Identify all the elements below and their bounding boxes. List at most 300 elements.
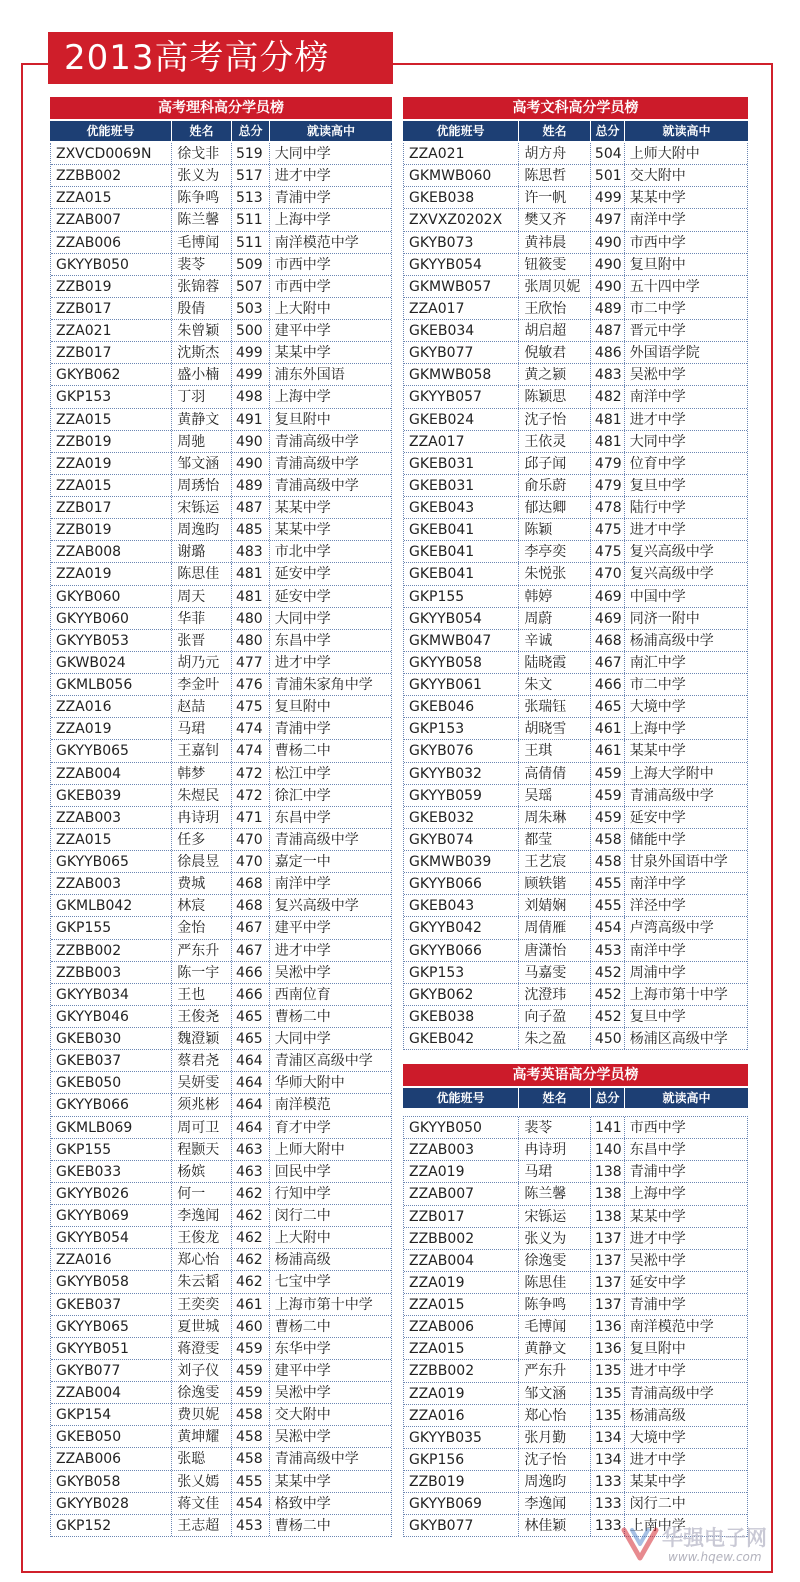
cell-class-id: GKEB039: [51, 785, 172, 806]
cell-class-id: GKYB062: [404, 984, 519, 1005]
cell-name: 韩婷: [519, 586, 591, 607]
cell-name: 张周贝妮: [519, 276, 591, 297]
cell-class-id: GKYB060: [51, 586, 172, 607]
cell-class-id: ZZA021: [404, 143, 519, 164]
cell-score: 134: [591, 1427, 625, 1448]
table-row: [404, 1228, 747, 1250]
cell-school: 青浦中学: [274, 721, 331, 738]
cell-score: 467: [232, 940, 270, 961]
cell-score: 499: [591, 187, 625, 208]
cell-name: 沈斯杰: [172, 342, 232, 363]
table-row: [51, 1493, 391, 1515]
cell-score: 507: [232, 276, 270, 297]
cell-name: 胡方舟: [519, 143, 591, 164]
table-row: [404, 763, 747, 785]
cell-school: 南洋模范中学: [629, 1319, 714, 1336]
cell-class-id: GKYYB059: [404, 785, 519, 806]
cell-score: 453: [591, 940, 625, 961]
cell-class-id: ZZBB002: [404, 1360, 519, 1381]
cell-school: 大同中学: [274, 610, 331, 627]
page-title: 2013高考高分榜: [48, 32, 393, 84]
cell-school: 上海中学: [629, 1186, 686, 1203]
cell-class-id: GKYYB065: [51, 740, 172, 761]
col-name: 姓名: [519, 1088, 591, 1108]
cell-score: 474: [232, 718, 270, 739]
table-row: [404, 652, 747, 674]
cell-school: 曹杨二中: [274, 1008, 331, 1025]
cell-school: 中国中学: [629, 588, 686, 605]
cell-school: 复旦中学: [629, 1008, 686, 1025]
cell-score: 480: [232, 630, 270, 651]
table-row: [51, 630, 391, 652]
table-row: [51, 785, 391, 807]
table-row: [404, 1006, 747, 1028]
cell-name: 刘子仪: [172, 1360, 232, 1381]
cell-name: 冉诗玥: [172, 807, 232, 828]
cell-school: 南洋中学: [629, 212, 686, 229]
cell-school: 外国语学院: [629, 345, 700, 362]
cell-score: 459: [591, 807, 625, 828]
cell-class-id: GKYYB066: [404, 940, 519, 961]
table-row: [404, 785, 747, 807]
table-row: [404, 187, 747, 209]
cell-score: 450: [591, 1028, 625, 1049]
table-row: [51, 1139, 391, 1161]
cell-score: 503: [232, 298, 270, 319]
table-row: [404, 1117, 747, 1139]
cell-class-id: GKYYB065: [51, 851, 172, 872]
cell-name: 陈思哲: [519, 165, 591, 186]
cell-class-id: GKEB041: [404, 541, 519, 562]
cell-score: 136: [591, 1338, 625, 1359]
table-row: [51, 1161, 391, 1183]
table-row: [51, 519, 391, 541]
cell-name: 钮筱雯: [519, 254, 591, 275]
cell-score: 511: [232, 209, 270, 230]
cell-score: 135: [591, 1405, 625, 1426]
cell-name: 裴苓: [172, 254, 232, 275]
cell-class-id: GKYYB032: [404, 763, 519, 784]
cell-name: 须兆彬: [172, 1094, 232, 1115]
table-row: [51, 320, 391, 342]
cell-score: 467: [232, 917, 270, 938]
cell-class-id: ZZAB004: [404, 1250, 519, 1271]
cell-name: 邹文涵: [519, 1383, 591, 1404]
table-row: [404, 940, 747, 962]
cell-school: 周浦中学: [629, 964, 686, 981]
cell-score: 476: [232, 674, 270, 695]
cell-name: 周倩雁: [519, 917, 591, 938]
cell-score: 470: [591, 563, 625, 584]
cell-score: 453: [232, 1515, 270, 1536]
cell-class-id: GKMWB047: [404, 630, 519, 651]
table-row: [51, 364, 391, 386]
cell-name: 蒋澄雯: [172, 1338, 232, 1359]
cell-score: 137: [591, 1272, 625, 1293]
cell-class-id: ZZA015: [404, 1294, 519, 1315]
cell-school: 上师大附中: [274, 1141, 345, 1158]
cell-name: 马珺: [519, 1161, 591, 1182]
cell-school: 吴淞中学: [274, 1429, 331, 1446]
cell-school: 上大附中: [274, 300, 331, 317]
cell-name: 高倩倩: [519, 763, 591, 784]
cell-name: 徐晨昱: [172, 851, 232, 872]
cell-name: 华菲: [172, 608, 232, 629]
cell-school: 市北中学: [274, 544, 331, 561]
cell-class-id: GKYB058: [51, 1471, 172, 1492]
cell-name: 陈思佳: [172, 563, 232, 584]
cell-score: 472: [232, 763, 270, 784]
cell-school: 青浦中学: [629, 1164, 686, 1181]
cell-score: 133: [591, 1493, 625, 1514]
table-row: [51, 409, 391, 431]
table-row: [404, 807, 747, 829]
cell-class-id: GKEB024: [404, 409, 519, 430]
cell-school: 华师大附中: [274, 1075, 345, 1092]
table-row: [51, 386, 391, 408]
cell-score: 463: [232, 1161, 270, 1182]
cell-score: 138: [591, 1183, 625, 1204]
cell-class-id: GKYB074: [404, 829, 519, 850]
cell-name: 朱曾颖: [172, 320, 232, 341]
cell-class-id: ZZB019: [51, 276, 172, 297]
cell-class-id: ZZB017: [51, 497, 172, 518]
cell-score: 464: [232, 1072, 270, 1093]
cell-score: 517: [232, 165, 270, 186]
cell-class-id: ZXVCD0069N: [51, 143, 172, 164]
table-row: [51, 608, 391, 630]
col-class-id: 优能班号: [50, 121, 172, 141]
cell-score: 475: [591, 541, 625, 562]
table-row: [51, 431, 391, 453]
cell-name: 冉诗玥: [519, 1139, 591, 1160]
cell-school: 闵行二中: [629, 1496, 686, 1513]
cell-score: 490: [232, 453, 270, 474]
table-row: [404, 829, 747, 851]
table-row: [404, 1272, 747, 1294]
cell-school: 松江中学: [274, 765, 331, 782]
cell-score: 497: [591, 209, 625, 230]
cell-score: 135: [591, 1360, 625, 1381]
cell-school: 行知中学: [274, 1185, 331, 1202]
cell-name: 倪敏君: [519, 342, 591, 363]
cell-school: 某某中学: [274, 1473, 331, 1490]
table-row: [404, 165, 747, 187]
table-row: [404, 851, 747, 873]
table-row: [404, 143, 747, 165]
cell-class-id: ZZA019: [404, 1161, 519, 1182]
cell-name: 辛诚: [519, 630, 591, 651]
cell-class-id: GKYB073: [404, 232, 519, 253]
cell-class-id: GKYYB053: [51, 630, 172, 651]
cell-school: 东昌中学: [274, 809, 331, 826]
cell-name: 李亭奕: [519, 541, 591, 562]
cell-score: 459: [591, 785, 625, 806]
cell-class-id: GKYYB066: [404, 873, 519, 894]
cell-name: 吴妍雯: [172, 1072, 232, 1093]
cell-class-id: GKYYB061: [404, 674, 519, 695]
cell-score: 136: [591, 1316, 625, 1337]
cell-school: 大同中学: [274, 1031, 331, 1047]
table-row: [51, 895, 391, 917]
cell-class-id: GKWB024: [51, 652, 172, 673]
cell-class-id: GKP153: [51, 386, 172, 407]
cell-score: 481: [591, 431, 625, 452]
cell-class-id: ZZBB002: [51, 165, 172, 186]
cell-score: 511: [232, 232, 270, 253]
table-row: [51, 1382, 391, 1404]
cell-name: 胡乃元: [172, 652, 232, 673]
table-row: [404, 1206, 747, 1228]
cell-class-id: GKEB038: [404, 187, 519, 208]
col-score: 总分: [591, 1088, 625, 1108]
table-row: [404, 1338, 747, 1360]
cell-score: 462: [232, 1205, 270, 1226]
cell-school: 上海中学: [629, 721, 686, 738]
cell-score: 519: [232, 143, 270, 164]
cell-name: 王嘉钊: [172, 740, 232, 761]
cell-name: 朱云韬: [172, 1271, 232, 1292]
table-row: [404, 1427, 747, 1449]
cell-score: 481: [591, 409, 625, 430]
cell-score: 475: [232, 696, 270, 717]
table-row: [404, 1183, 747, 1205]
table-row: [51, 674, 391, 696]
cell-class-id: GKEB038: [404, 1006, 519, 1027]
cell-name: 马嘉雯: [519, 962, 591, 983]
cell-score: 489: [232, 475, 270, 496]
cell-name: 胡晓雪: [519, 718, 591, 739]
cell-school: 进才中学: [629, 1451, 686, 1468]
cell-school: 大同中学: [274, 146, 331, 162]
cell-class-id: GKEB031: [404, 453, 519, 474]
cell-name: 朱之盈: [519, 1028, 591, 1049]
cell-score: 455: [591, 873, 625, 894]
table-row: [51, 1294, 391, 1316]
cell-school: 洋泾中学: [629, 898, 686, 915]
cell-class-id: GKYYB050: [51, 254, 172, 275]
cell-score: 452: [591, 984, 625, 1005]
cell-name: 王艺宸: [519, 851, 591, 872]
cell-score: 468: [232, 873, 270, 894]
arts-heading: 高考文科高分学员榜: [403, 97, 748, 119]
cell-score: 137: [591, 1228, 625, 1249]
cell-class-id: ZZAB003: [51, 807, 172, 828]
cell-school: 位育中学: [629, 455, 686, 472]
cell-name: 蒋文佳: [172, 1493, 232, 1514]
table-row: [404, 497, 747, 519]
table-row: [51, 342, 391, 364]
cell-score: 464: [232, 1117, 270, 1138]
table-row: [404, 1383, 747, 1405]
table-row: [51, 1404, 391, 1426]
cell-name: 沈澄玮: [519, 984, 591, 1005]
table-row: [51, 475, 391, 497]
cell-school: 复旦附中: [274, 411, 331, 428]
cell-class-id: ZZA019: [404, 1383, 519, 1404]
table-row: [51, 1338, 391, 1360]
cell-name: 李逸闻: [519, 1493, 591, 1514]
cell-score: 480: [232, 608, 270, 629]
cell-school: 大境中学: [629, 699, 686, 716]
cell-school: 曹杨二中: [274, 743, 331, 760]
cell-score: 472: [232, 785, 270, 806]
table-row: [404, 276, 747, 298]
cell-class-id: GKEB037: [51, 1050, 172, 1071]
cell-score: 509: [232, 254, 270, 275]
cell-class-id: GKMWB058: [404, 364, 519, 385]
watermark-text: 华强电子网: [662, 1526, 767, 1550]
cell-school: 延安中学: [274, 566, 331, 583]
cell-class-id: ZZBB002: [404, 1228, 519, 1249]
cell-name: 徐逸雯: [172, 1382, 232, 1403]
cell-school: 交大附中: [629, 168, 686, 185]
cell-name: 张义为: [172, 165, 232, 186]
cell-score: 500: [232, 320, 270, 341]
cell-name: 陈争鸣: [172, 187, 232, 208]
col-class-id: 优能班号: [403, 1088, 519, 1108]
science-heading: 高考理科高分学员榜: [50, 97, 392, 119]
cell-class-id: GKYYB035: [404, 1427, 519, 1448]
cell-school: 进才中学: [629, 411, 686, 428]
cell-school: 上南中学: [629, 1518, 686, 1535]
table-row: [51, 851, 391, 873]
cell-class-id: GKP155: [51, 1139, 172, 1160]
table-row: [51, 1426, 391, 1448]
table-row: [404, 1449, 747, 1471]
table-row: [51, 1515, 391, 1537]
table-row: [404, 1515, 747, 1537]
table-row: [404, 563, 747, 585]
cell-name: 费贝妮: [172, 1404, 232, 1425]
cell-school: 青浦区高级中学: [274, 1053, 373, 1070]
cell-name: 胡启超: [519, 320, 591, 341]
table-row: [51, 1271, 391, 1293]
science-rows: [50, 143, 392, 1537]
cell-class-id: ZZA015: [51, 187, 172, 208]
cell-school: 延安中学: [629, 1274, 686, 1291]
cell-class-id: GKEB042: [404, 1028, 519, 1049]
cell-school: 晋元中学: [629, 323, 686, 339]
cell-school: 东昌中学: [629, 1142, 686, 1159]
cell-school: 上大附中: [274, 1230, 331, 1247]
cell-school: 青浦中学: [629, 1297, 686, 1313]
cell-score: 479: [591, 453, 625, 474]
cell-name: 陈一宇: [172, 962, 232, 983]
cell-school: 某某中学: [274, 345, 331, 362]
cell-name: 都莹: [519, 829, 591, 850]
cell-name: 夏世城: [172, 1316, 232, 1337]
cell-name: 王俊尧: [172, 1006, 232, 1027]
table-row: [404, 254, 747, 276]
table-row: [51, 586, 391, 608]
cell-class-id: GKEB046: [404, 696, 519, 717]
cell-name: 周琇怡: [172, 475, 232, 496]
table-row: [51, 1448, 391, 1470]
cell-class-id: GKP154: [51, 1404, 172, 1425]
col-school: 就读高中: [662, 124, 711, 138]
table-row: [51, 298, 391, 320]
cell-school: 某某中学: [629, 1208, 686, 1225]
cell-score: 135: [591, 1383, 625, 1404]
cell-score: 458: [232, 1448, 270, 1469]
cell-school: 徐汇中学: [274, 787, 331, 804]
cell-school: 延安中学: [274, 588, 331, 605]
cell-score: 460: [232, 1316, 270, 1337]
cell-school: 上海中学: [274, 389, 331, 406]
cell-name: 张乂嫣: [172, 1471, 232, 1492]
cell-school: 复兴高级中学: [629, 544, 714, 561]
cell-school: 市西中学: [629, 1120, 686, 1136]
cell-score: 483: [232, 541, 270, 562]
cell-score: 137: [591, 1250, 625, 1271]
cell-score: 478: [591, 497, 625, 518]
cell-class-id: GKP155: [404, 586, 519, 607]
cell-class-id: GKP156: [404, 1449, 519, 1470]
cell-score: 454: [232, 1493, 270, 1514]
cell-school: 市西中学: [629, 234, 686, 251]
cell-name: 黄祎晨: [519, 232, 591, 253]
cell-name: 周朱琳: [519, 807, 591, 828]
cell-class-id: ZZA019: [51, 718, 172, 739]
table-row: [404, 740, 747, 762]
table-row: [51, 1227, 391, 1249]
table-row: [51, 740, 391, 762]
cell-class-id: GKYB062: [51, 364, 172, 385]
cell-name: 徐逸雯: [519, 1250, 591, 1271]
cell-class-id: GKP155: [51, 917, 172, 938]
cell-class-id: GKEB037: [51, 1294, 172, 1315]
cell-class-id: GKEB043: [404, 895, 519, 916]
cell-name: 陆晓霞: [519, 652, 591, 673]
cell-name: 张聪: [172, 1448, 232, 1469]
cell-score: 499: [232, 342, 270, 363]
cell-school: 上海大学附中: [629, 765, 714, 782]
cell-name: 严东升: [172, 940, 232, 961]
cell-school: 市西中学: [274, 278, 331, 295]
cell-class-id: ZZA016: [51, 696, 172, 717]
cell-score: 479: [591, 475, 625, 496]
cell-score: 498: [232, 386, 270, 407]
table-row: [404, 586, 747, 608]
table-row: [51, 1316, 391, 1338]
cell-school: 延安中学: [629, 809, 686, 826]
cell-score: 466: [232, 962, 270, 983]
cell-score: 481: [232, 563, 270, 584]
cell-class-id: GKYB077: [51, 1360, 172, 1381]
cell-name: 郑心怡: [172, 1249, 232, 1270]
cell-school: 七宝中学: [274, 1274, 331, 1291]
cell-class-id: GKP152: [51, 1515, 172, 1536]
table-row: [51, 1117, 391, 1139]
col-score: 总分: [232, 121, 270, 141]
cell-name: 周蔚: [519, 608, 591, 629]
table-row: [51, 1205, 391, 1227]
cell-school: 卢湾高级中学: [629, 920, 714, 937]
cell-school: 南洋中学: [629, 876, 686, 893]
cell-score: 140: [591, 1139, 625, 1160]
cell-score: 487: [591, 320, 625, 341]
cell-class-id: GKYYB028: [51, 1493, 172, 1514]
table-row: [404, 1028, 747, 1050]
cell-name: 陈颖思: [519, 386, 591, 407]
cell-score: 138: [591, 1206, 625, 1227]
cell-name: 严东升: [519, 1360, 591, 1381]
table-row: [404, 453, 747, 475]
table-row: [51, 497, 391, 519]
table-row: [51, 254, 391, 276]
cell-score: 485: [232, 519, 270, 540]
